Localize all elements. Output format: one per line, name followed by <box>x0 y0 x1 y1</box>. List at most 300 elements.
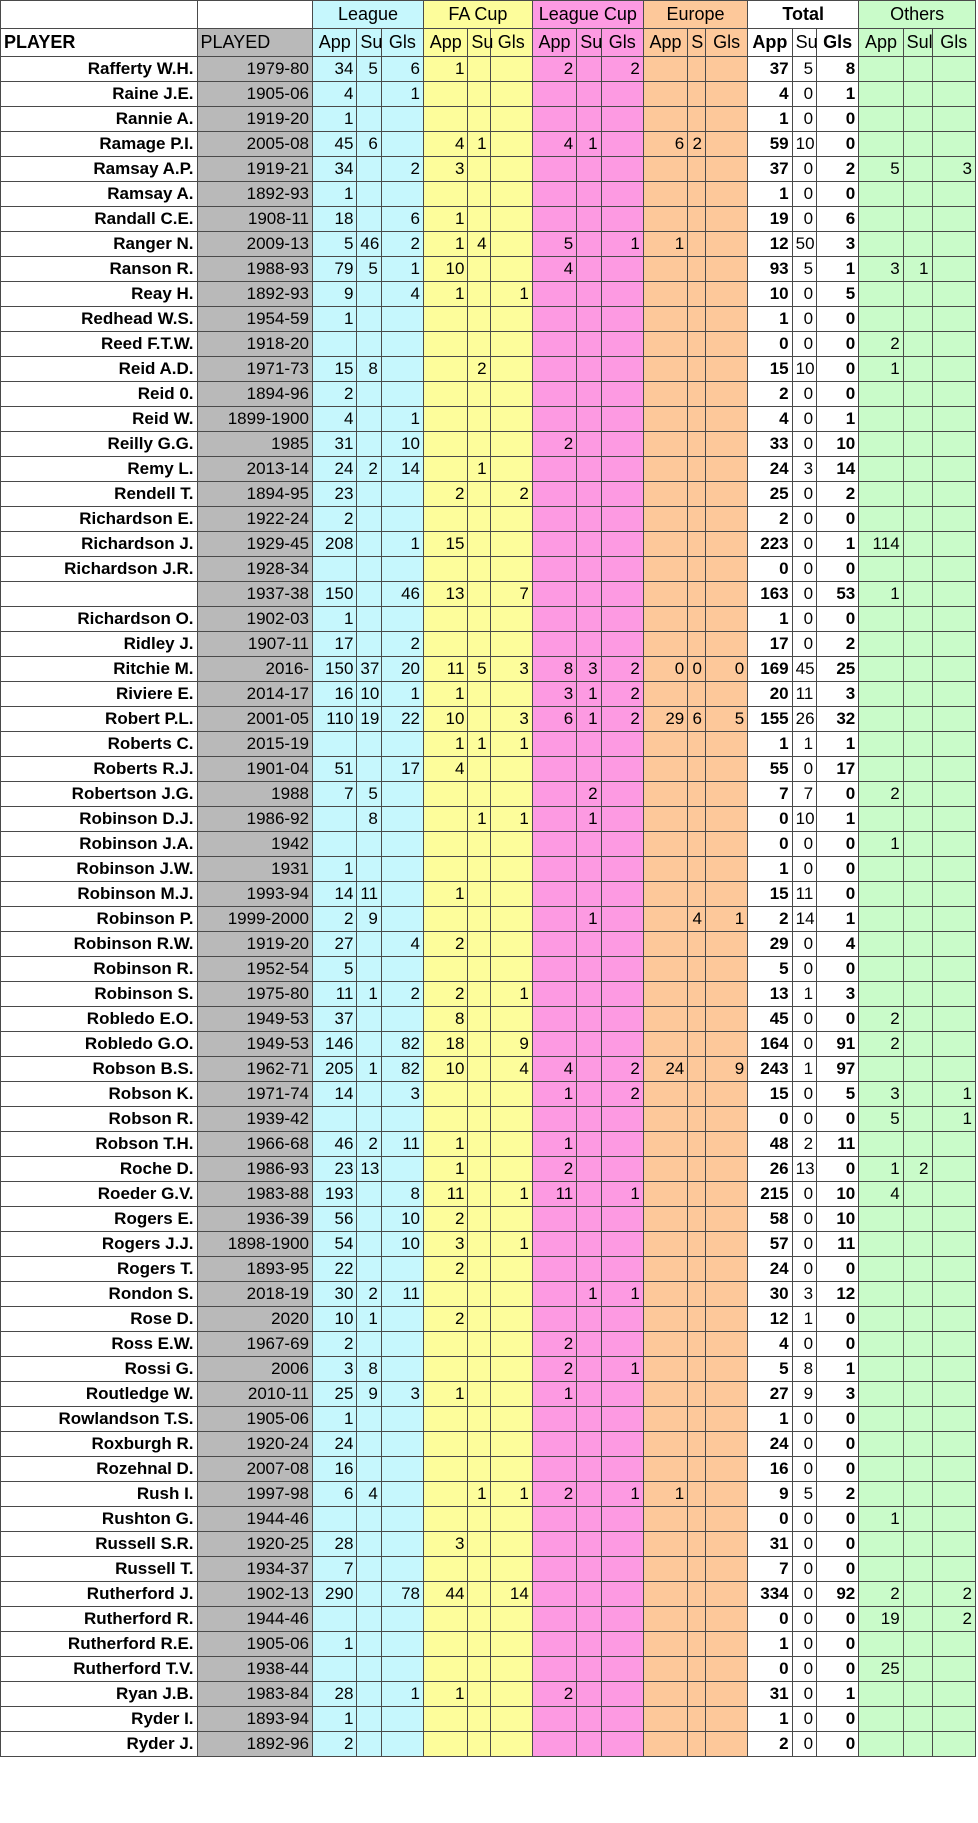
others-apps: 1 <box>859 1157 903 1182</box>
others-subs <box>903 1607 932 1632</box>
fa-cup-subs <box>468 1657 490 1682</box>
played-years: 1971-74 <box>197 1082 312 1107</box>
table-row <box>1 582 976 607</box>
total-apps: 19 <box>748 207 792 232</box>
fa-cup-subs <box>468 607 490 632</box>
total-apps: 24 <box>748 457 792 482</box>
europe-goals <box>706 782 748 807</box>
league-goals <box>381 107 423 132</box>
total-subs: 0 <box>792 557 816 582</box>
league-cup-apps <box>532 457 576 482</box>
europe-goals <box>706 1707 748 1732</box>
total-goals: 0 <box>817 1507 859 1532</box>
league-apps: 3 <box>313 1357 357 1382</box>
fa-cup-apps <box>424 1332 468 1357</box>
league-cup-goals <box>601 1407 643 1432</box>
total-goals: 5 <box>817 282 859 307</box>
europe-apps <box>643 732 687 757</box>
europe-subs <box>688 607 706 632</box>
others-subs <box>903 957 932 982</box>
fa-cup-apps: 10 <box>424 707 468 732</box>
total-subs: 0 <box>792 1557 816 1582</box>
fa-cup-apps <box>424 807 468 832</box>
table-row <box>1 1482 976 1507</box>
league-subs: 2 <box>357 1282 381 1307</box>
player-name: Roche D. <box>1 1157 198 1182</box>
table-row <box>1 257 976 282</box>
fa-cup-apps: 4 <box>424 132 468 157</box>
league-subs <box>357 1682 381 1707</box>
fa-cup-subs <box>468 832 490 857</box>
total-goals: 2 <box>817 482 859 507</box>
fa-cup-apps <box>424 1357 468 1382</box>
table-row <box>1 1432 976 1457</box>
fa-cup-goals <box>490 1082 532 1107</box>
league-apps: 56 <box>313 1207 357 1232</box>
others-subs <box>903 57 932 82</box>
total-goals: 4 <box>817 932 859 957</box>
league-apps <box>313 557 357 582</box>
league-subs <box>357 1107 381 1132</box>
total-subs: 11 <box>792 682 816 707</box>
table-row <box>1 432 976 457</box>
fa-cup-apps: 44 <box>424 1582 468 1607</box>
league-cup-subs <box>577 57 601 82</box>
total-apps: 2 <box>748 907 792 932</box>
league-cup-apps <box>532 607 576 632</box>
europe-apps <box>643 557 687 582</box>
fa-cup-goals <box>490 907 532 932</box>
fa-cup-goals <box>490 1132 532 1157</box>
europe-subs <box>688 482 706 507</box>
league-cup-goals: 2 <box>601 707 643 732</box>
fa-cup-goals <box>490 1332 532 1357</box>
league-goals <box>381 1532 423 1557</box>
fa-cup-goals: 1 <box>490 1182 532 1207</box>
player-name: Robertson J.G. <box>1 782 198 807</box>
league-apps: 7 <box>313 782 357 807</box>
league-apps: 17 <box>313 632 357 657</box>
league-cup-apps <box>532 1457 576 1482</box>
others-subs <box>903 1382 932 1407</box>
league-goals: 22 <box>381 707 423 732</box>
played-years: 1907-11 <box>197 632 312 657</box>
league-cup-subs <box>577 1632 601 1657</box>
league-cup-goals <box>601 1632 643 1657</box>
fa-cup-goals <box>490 782 532 807</box>
league-cup-goals: 2 <box>601 1057 643 1082</box>
total-subs: 8 <box>792 1357 816 1382</box>
played-years: 2015-19 <box>197 732 312 757</box>
europe-goals <box>706 1307 748 1332</box>
league-cup-goals: 1 <box>601 1482 643 1507</box>
europe-subs <box>688 1432 706 1457</box>
fa-cup-subs <box>468 1132 490 1157</box>
others-subs <box>903 1582 932 1607</box>
europe-apps <box>643 1007 687 1032</box>
europe-apps <box>643 1357 687 1382</box>
total-subs: 10 <box>792 807 816 832</box>
europe-subs <box>688 682 706 707</box>
fa-cup-subs: 1 <box>468 732 490 757</box>
league-cup-subs: 1 <box>577 132 601 157</box>
table-row <box>1 532 976 557</box>
column-header-app: App <box>313 29 357 57</box>
league-subs <box>357 1007 381 1032</box>
total-goals: 10 <box>817 1207 859 1232</box>
table-row <box>1 1282 976 1307</box>
others-subs <box>903 382 932 407</box>
total-apps: 33 <box>748 432 792 457</box>
column-header-sub: Sul <box>903 29 932 57</box>
player-name: Rutherford R.E. <box>1 1632 198 1657</box>
league-goals <box>381 782 423 807</box>
total-goals: 0 <box>817 1607 859 1632</box>
player-name: Robert P.L. <box>1 707 198 732</box>
league-cup-goals <box>601 857 643 882</box>
others-apps: 2 <box>859 1007 903 1032</box>
europe-goals <box>706 1382 748 1407</box>
others-subs <box>903 1107 932 1132</box>
league-cup-subs <box>577 1407 601 1432</box>
total-apps: 2 <box>748 382 792 407</box>
fa-cup-apps: 1 <box>424 207 468 232</box>
fa-cup-goals <box>490 957 532 982</box>
player-name: Ramsay A. <box>1 182 198 207</box>
fa-cup-goals <box>490 1107 532 1132</box>
europe-subs <box>688 307 706 332</box>
europe-goals <box>706 257 748 282</box>
fa-cup-apps: 1 <box>424 1682 468 1707</box>
europe-subs <box>688 1732 706 1757</box>
europe-goals <box>706 57 748 82</box>
others-subs <box>903 132 932 157</box>
total-apps: 55 <box>748 757 792 782</box>
player-name: Richardson J. <box>1 532 198 557</box>
group-header-total: Total <box>748 1 859 29</box>
league-subs: 5 <box>357 782 381 807</box>
others-subs <box>903 1357 932 1382</box>
fa-cup-goals <box>490 1257 532 1282</box>
europe-subs <box>688 1182 706 1207</box>
europe-goals <box>706 507 748 532</box>
others-goals <box>932 982 975 1007</box>
fa-cup-subs <box>468 707 490 732</box>
player-name: Rose D. <box>1 1307 198 1332</box>
fa-cup-apps: 1 <box>424 882 468 907</box>
header-blank <box>1 1 198 29</box>
player-name: Richardson J.R. <box>1 557 198 582</box>
played-years: 1944-46 <box>197 1507 312 1532</box>
played-years: 2005-08 <box>197 132 312 157</box>
fa-cup-subs <box>468 1557 490 1582</box>
total-apps: 1 <box>748 1407 792 1432</box>
league-cup-goals <box>601 1257 643 1282</box>
league-cup-subs <box>577 1307 601 1332</box>
table-row <box>1 1732 976 1757</box>
fa-cup-goals <box>490 1657 532 1682</box>
played-years: 1993-94 <box>197 882 312 907</box>
table-row <box>1 157 976 182</box>
table-row <box>1 957 976 982</box>
league-cup-subs: 1 <box>577 1282 601 1307</box>
others-goals <box>932 1032 975 1057</box>
others-subs <box>903 107 932 132</box>
others-subs <box>903 457 932 482</box>
fa-cup-goals <box>490 932 532 957</box>
league-cup-goals <box>601 432 643 457</box>
total-goals: 1 <box>817 1682 859 1707</box>
fa-cup-subs <box>468 1732 490 1757</box>
played-years: 2007-08 <box>197 1457 312 1482</box>
fa-cup-subs <box>468 532 490 557</box>
fa-cup-subs: 1 <box>468 132 490 157</box>
total-apps: 223 <box>748 532 792 557</box>
others-goals <box>932 907 975 932</box>
player-name: Reilly G.G. <box>1 432 198 457</box>
fa-cup-apps <box>424 557 468 582</box>
others-goals: 3 <box>932 157 975 182</box>
league-goals: 1 <box>381 1682 423 1707</box>
player-name: Rush I. <box>1 1482 198 1507</box>
league-cup-subs <box>577 507 601 532</box>
fa-cup-goals <box>490 557 532 582</box>
league-cup-subs <box>577 257 601 282</box>
others-subs <box>903 407 932 432</box>
group-header-league: League <box>313 1 424 29</box>
fa-cup-apps <box>424 1557 468 1582</box>
league-cup-subs <box>577 1607 601 1632</box>
league-cup-apps <box>532 1107 576 1132</box>
others-goals <box>932 57 975 82</box>
europe-goals: 0 <box>706 657 748 682</box>
player-name: Rutherford R. <box>1 1607 198 1632</box>
others-apps: 1 <box>859 1507 903 1532</box>
league-apps: 1 <box>313 107 357 132</box>
total-goals: 8 <box>817 57 859 82</box>
europe-subs <box>688 732 706 757</box>
fa-cup-subs <box>468 57 490 82</box>
column-header-goals: Gls <box>601 29 643 57</box>
league-cup-subs <box>577 1157 601 1182</box>
player-name: Roxburgh R. <box>1 1432 198 1457</box>
league-cup-subs: 2 <box>577 782 601 807</box>
others-goals <box>932 1682 975 1707</box>
league-goals: 4 <box>381 282 423 307</box>
table-row <box>1 82 976 107</box>
table-row <box>1 1157 976 1182</box>
fa-cup-subs <box>468 432 490 457</box>
league-cup-apps: 6 <box>532 707 576 732</box>
played-years: 1905-06 <box>197 1407 312 1432</box>
europe-subs <box>688 782 706 807</box>
league-apps: 46 <box>313 1132 357 1157</box>
others-goals <box>932 282 975 307</box>
others-subs <box>903 1507 932 1532</box>
others-apps: 25 <box>859 1657 903 1682</box>
total-goals: 0 <box>817 1457 859 1482</box>
total-apps: 7 <box>748 782 792 807</box>
player-name: Randall C.E. <box>1 207 198 232</box>
league-cup-goals: 1 <box>601 1282 643 1307</box>
league-cup-goals <box>601 1307 643 1332</box>
total-subs: 0 <box>792 1457 816 1482</box>
league-cup-apps <box>532 1732 576 1757</box>
others-apps <box>859 682 903 707</box>
fa-cup-goals <box>490 757 532 782</box>
others-goals <box>932 107 975 132</box>
total-apps: 13 <box>748 982 792 1007</box>
table-row <box>1 207 976 232</box>
fa-cup-subs: 1 <box>468 807 490 832</box>
europe-apps <box>643 1257 687 1282</box>
europe-apps: 29 <box>643 707 687 732</box>
league-cup-goals <box>601 1032 643 1057</box>
league-subs <box>357 282 381 307</box>
others-apps: 2 <box>859 782 903 807</box>
fa-cup-apps <box>424 1282 468 1307</box>
others-apps <box>859 507 903 532</box>
others-apps: 2 <box>859 332 903 357</box>
europe-apps <box>643 982 687 1007</box>
total-apps: 5 <box>748 1357 792 1382</box>
fa-cup-subs <box>468 1457 490 1482</box>
europe-subs <box>688 1632 706 1657</box>
europe-goals <box>706 482 748 507</box>
europe-subs <box>688 1357 706 1382</box>
total-subs: 0 <box>792 1232 816 1257</box>
others-apps: 5 <box>859 157 903 182</box>
league-cup-subs <box>577 357 601 382</box>
table-row <box>1 1132 976 1157</box>
fa-cup-apps: 2 <box>424 932 468 957</box>
played-years: 2018-19 <box>197 1282 312 1307</box>
player-name: Reid 0. <box>1 382 198 407</box>
league-goals: 4 <box>381 932 423 957</box>
others-apps <box>859 432 903 457</box>
others-subs <box>903 207 932 232</box>
fa-cup-apps <box>424 407 468 432</box>
league-apps: 6 <box>313 1482 357 1507</box>
others-goals <box>932 732 975 757</box>
league-apps: 5 <box>313 957 357 982</box>
league-cup-apps: 1 <box>532 1082 576 1107</box>
europe-apps <box>643 457 687 482</box>
table-row <box>1 282 976 307</box>
league-subs <box>357 1207 381 1232</box>
total-apps: 1 <box>748 307 792 332</box>
league-cup-subs <box>577 732 601 757</box>
europe-apps <box>643 532 687 557</box>
table-row <box>1 982 976 1007</box>
league-cup-goals: 1 <box>601 1357 643 1382</box>
total-apps: 20 <box>748 682 792 707</box>
others-subs <box>903 682 932 707</box>
others-goals <box>932 557 975 582</box>
player-name: Reed F.T.W. <box>1 332 198 357</box>
league-cup-apps: 1 <box>532 1382 576 1407</box>
total-goals: 0 <box>817 607 859 632</box>
league-cup-goals <box>601 807 643 832</box>
total-apps: 37 <box>748 57 792 82</box>
others-apps <box>859 1207 903 1232</box>
league-cup-goals <box>601 82 643 107</box>
played-years: 1967-69 <box>197 1332 312 1357</box>
played-years: 1919-20 <box>197 932 312 957</box>
league-subs: 5 <box>357 257 381 282</box>
others-subs <box>903 232 932 257</box>
played-years: 1942 <box>197 832 312 857</box>
played-years: 1936-39 <box>197 1207 312 1232</box>
total-apps: 15 <box>748 882 792 907</box>
fa-cup-goals <box>490 1707 532 1732</box>
player-name: Rowlandson T.S. <box>1 1407 198 1432</box>
others-goals <box>932 932 975 957</box>
fa-cup-goals <box>490 457 532 482</box>
league-apps: 290 <box>313 1582 357 1607</box>
europe-apps: 24 <box>643 1057 687 1082</box>
others-goals <box>932 1132 975 1157</box>
others-apps <box>859 207 903 232</box>
fa-cup-goals <box>490 1607 532 1632</box>
league-subs: 10 <box>357 682 381 707</box>
league-goals: 1 <box>381 257 423 282</box>
league-subs <box>357 1557 381 1582</box>
europe-apps <box>643 507 687 532</box>
total-apps: 0 <box>748 1607 792 1632</box>
europe-subs <box>688 1607 706 1632</box>
league-apps: 30 <box>313 1282 357 1307</box>
league-goals: 6 <box>381 57 423 82</box>
total-apps: 2 <box>748 1732 792 1757</box>
league-goals <box>381 1332 423 1357</box>
league-goals <box>381 607 423 632</box>
others-apps <box>859 857 903 882</box>
league-goals: 17 <box>381 757 423 782</box>
fa-cup-goals: 3 <box>490 707 532 732</box>
fa-cup-goals <box>490 1682 532 1707</box>
total-subs: 0 <box>792 432 816 457</box>
league-subs <box>357 1407 381 1432</box>
table-row <box>1 1507 976 1532</box>
europe-subs <box>688 282 706 307</box>
played-years: 1939-42 <box>197 1107 312 1132</box>
league-subs <box>357 1182 381 1207</box>
fa-cup-subs <box>468 1157 490 1182</box>
player-name: Rutherford T.V. <box>1 1657 198 1682</box>
europe-apps <box>643 1307 687 1332</box>
europe-subs <box>688 757 706 782</box>
total-subs: 1 <box>792 732 816 757</box>
fa-cup-subs <box>468 1282 490 1307</box>
total-goals: 5 <box>817 1082 859 1107</box>
player-name: Ranger N. <box>1 232 198 257</box>
league-cup-goals <box>601 582 643 607</box>
others-apps <box>859 1532 903 1557</box>
total-apps: 1 <box>748 1632 792 1657</box>
europe-apps <box>643 57 687 82</box>
played-years: 1949-53 <box>197 1032 312 1057</box>
league-cup-goals <box>601 507 643 532</box>
europe-subs <box>688 1457 706 1482</box>
europe-apps <box>643 832 687 857</box>
league-subs <box>357 1532 381 1557</box>
others-apps <box>859 882 903 907</box>
league-goals: 20 <box>381 657 423 682</box>
league-cup-apps: 1 <box>532 1132 576 1157</box>
europe-apps <box>643 1607 687 1632</box>
league-cup-goals <box>601 607 643 632</box>
